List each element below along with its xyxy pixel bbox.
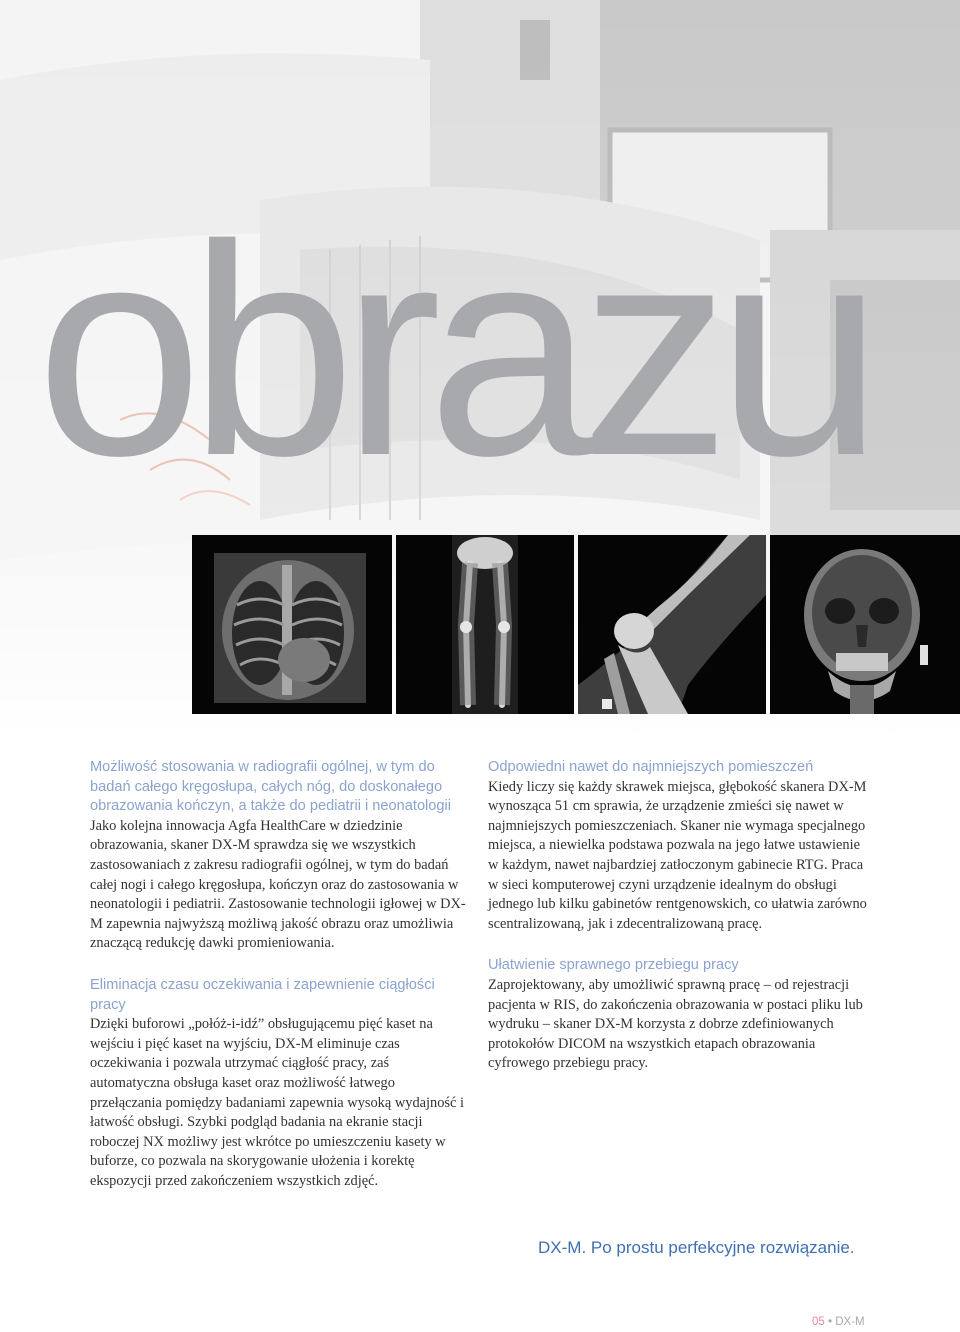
xray-full-leg-image	[396, 535, 574, 714]
tagline: DX-M. Po prostu perfekcyjne rozwiązanie.	[538, 1238, 855, 1257]
section-body: Dzięki buforowi „połóż-i-idź” obsługującemu pięć kaset na wejściu i pięć kaset na wyjściu, DX-M eliminuje czas oczekiwania i pozwala utrzymać ciągłość pracy, zaś automatyczna obsługa kaset oraz możliwość łatwego przełączania pomiędzy badaniami zapewnia wysoką wydajność i łatwość obsługi. Szybki podgląd badania na ekranie stacji roboczej NX możliwy jest wkrótce po umieszczeniu kasety w buforze, co pozwala na skorygowanie ułożenia i korektę ekspozycji przed zakończeniem wszystkich zdjęć.	[90, 1016, 465, 1189]
section-body: Jako kolejna innowacja Agfa HealthCare w dziedzinie obrazowania, skaner DX-M sprawdza się we wszystkich zastosowaniach z zakresu radiografii ogólnej, w tym do badań całej nogi i całego kręgosłupa, kończyn oraz do zastosowania w neonatologii i pediatrii. Zastosowanie technologii igłowej w DX-M zapewnia najwyższą możliwą jakość obrazu oraz umożliwia znaczącą redukcję dawki promieniowania.	[90, 817, 466, 952]
section-heading: Możliwość stosowania w radiografii ogólnej, w tym do badań całego kręgosłupa, całych nóg, do doskonałego obrazowania kończyn, a także do pediatrii i neonatologii	[90, 759, 452, 815]
headline: obrazu	[36, 182, 870, 518]
xray-chest-image	[192, 535, 392, 714]
section-body: Kiedy liczy się każdy skrawek miejsca, głębokość skanera DX-M wynosząca 51 cm sprawia, że urządzenie zmieści się nawet w najmniejszych pomieszczeniach. Skaner nie wymaga specjalnego miejsca, a niewielka podstawa pozwala na jego łatwe ustawienie w każdym, nawet najbardziej zatłoczonym gabinecie RTG. Praca w sieci komputerowej czyni urządzenie idealnym do obsługi jednego lub kilku gabinetów rentgenowskich, co ułatwia zarówno scentralizowaną, jak i zdecentralizowaną pracę.	[488, 778, 867, 932]
footer-label: DX-M	[835, 1316, 865, 1328]
section-heading: Ułatwienie sprawnego przebiegu pracy	[488, 957, 739, 974]
section-body: Zaprojektowany, aby umożliwić sprawną pracę – od rejestracji pacjenta w RIS, do zakończenia obrazowania w postaci pliku lub wydruku – skaner DX-M korzysta z dobrze zdefiniowanych protokołów DICOM na wszystkich etapach obrazowania cyfrowego przebiegu pracy.	[488, 976, 863, 1072]
xray-skull-image	[770, 535, 960, 714]
section-heading: Eliminacja czasu oczekiwania i zapewnienie ciągłości pracy	[90, 976, 435, 1013]
section-heading: Odpowiedni nawet do najmniejszych pomieszczeń	[488, 759, 814, 775]
xray-knee-image	[578, 535, 766, 714]
page-number: 05	[812, 1316, 825, 1328]
left-text-column	[90, 758, 470, 1191]
right-text-column	[488, 758, 868, 1074]
page-footer	[812, 1316, 865, 1328]
footer-separator: •	[828, 1316, 833, 1328]
